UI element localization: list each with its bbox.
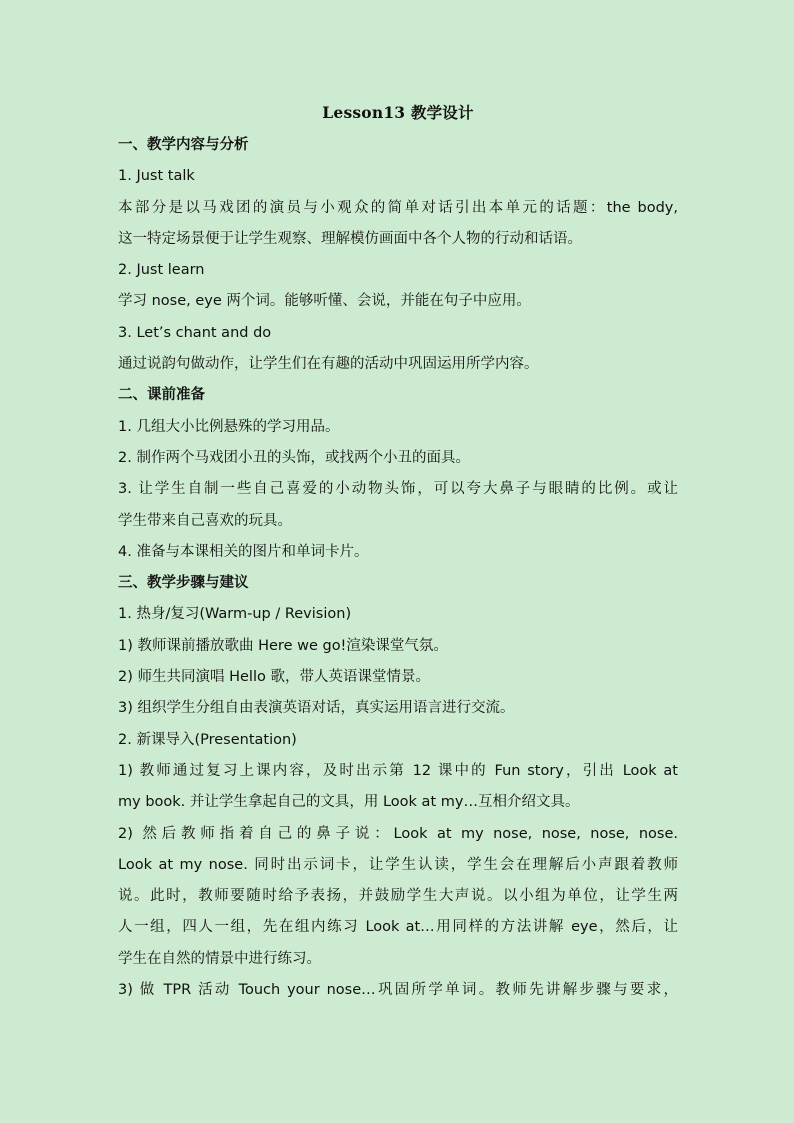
text-line: 3) 组织学生分组自由表演英语对话，真实运用语言进行交流。 <box>118 700 515 717</box>
section-heading: 三、教学步骤与建议 <box>118 575 249 592</box>
section-heading: 二、课前准备 <box>118 387 205 404</box>
text-line: 2) 然后教师指着自己的鼻子说：Look at my nose, nose, nose, nose. <box>118 825 678 842</box>
document-title: Lesson13 教学设计 <box>322 103 474 122</box>
text-line: 3. Let’s chant and do <box>118 324 272 341</box>
text-line: 这一特定场景便于让学生观察、理解模仿画面中各个人物的行动和话语。 <box>118 230 582 247</box>
text-line: 人一组，四人一组，先在组内练习 Look at…用同样的方法讲解 eye，然后，让 <box>118 919 678 936</box>
document-body <box>118 130 678 1006</box>
text-line: 2. 制作两个马戏团小丑的头饰，或找两个小丑的面具。 <box>118 449 470 466</box>
text-line: 说。此时，教师要随时给予表扬，并鼓励学生大声说。以小组为单位，让学生两 <box>118 888 678 905</box>
text-line: 1. 热身/复习(Warm-up / Revision) <box>118 606 352 623</box>
document-page <box>118 99 678 1006</box>
text-line: 通过说韵句做动作，让学生们在有趣的活动中巩固运用所学内容。 <box>118 356 539 373</box>
text-line: 学生在自然的情景中进行练习。 <box>118 950 321 967</box>
text-line: Look at my nose. 同时出示词卡，让学生认读，学生会在理解后小声跟着教师 <box>118 856 678 873</box>
text-line: 2) 师生共同演唱 Hello 歌，带人英语课堂情景。 <box>118 669 430 686</box>
text-line: 学生带来自己喜欢的玩具。 <box>118 512 292 529</box>
text-line: 1. 几组大小比例悬殊的学习用品。 <box>118 418 340 435</box>
text-line: 3. 让学生自制一些自己喜爱的小动物头饰，可以夸大鼻子与眼睛的比例。或让 <box>118 481 678 498</box>
text-line: 3) 做 TPR 活动 Touch your nose…巩固所学单词。教师先讲解步骤与要求， <box>118 982 678 999</box>
section-heading: 一、教学内容与分析 <box>118 137 249 153</box>
text-line: my book. 并让学生拿起自己的文具，用 Look at my…互相介绍文具。 <box>118 794 580 811</box>
text-line: 本部分是以马戏团的演员与小观众的简单对话引出本单元的话题：the body, <box>118 199 678 216</box>
text-line: 1. Just talk <box>118 168 195 185</box>
text-line: 2. 新课导入(Presentation) <box>118 731 297 748</box>
text-line: 1) 教师课前播放歌曲 Here we go!渲染课堂气氛。 <box>118 637 448 654</box>
text-line: 2. Just learn <box>118 262 205 279</box>
text-line: 4. 准备与本课相关的图片和单词卡片。 <box>118 543 369 560</box>
text-line: 学习 nose, eye 两个词。能够听懂、会说，并能在句子中应用。 <box>118 293 531 310</box>
text-line: 1) 教师通过复习上课内容，及时出示第 12 课中的 Fun story，引出 Look at <box>118 762 678 779</box>
